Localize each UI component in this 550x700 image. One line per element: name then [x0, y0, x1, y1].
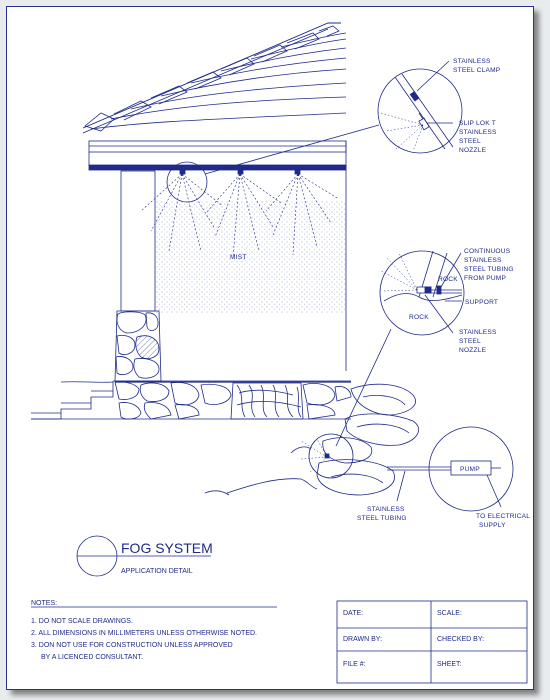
stone-foundation — [61, 382, 351, 419]
tubing-from-pump-label-3: STEEL TUBING — [464, 266, 514, 273]
tb-drawn-by: DRAWN BY: — [343, 636, 383, 643]
rock-nozzle-label-1: STAINLESS — [459, 329, 497, 336]
note-1: 1. DO NOT SCALE DRAWINGS. — [31, 618, 133, 625]
slip-nozzle-label-4: NOZZLE — [459, 147, 487, 154]
clamp-detail — [378, 61, 462, 153]
slip-nozzle-label-2: STAINLESS — [459, 129, 497, 136]
notes-heading: NOTES: — [31, 600, 58, 607]
rock-top-label: ROCK — [438, 276, 458, 283]
tubing-from-pump-label-1: CONTINUOUS — [464, 248, 511, 255]
drawing-sheet — [6, 6, 534, 690]
note-3: 3. DON NOT USE FOR CONSTRUCTION UNLESS APPROVED — [31, 642, 233, 649]
rock-nozzle-marker — [301, 434, 353, 478]
tb-date: DATE: — [343, 610, 364, 617]
note-4: BY A LICENCED CONSULTANT. — [41, 654, 143, 661]
tubing-from-pump-label-2: STAINLESS — [464, 257, 502, 264]
column — [115, 171, 161, 381]
mist-cloud — [155, 201, 345, 313]
clamp-label-2: STEEL CLAMP — [453, 67, 501, 74]
drawing-title: FOG SYSTEM — [121, 540, 213, 556]
note-2: 2. ALL DIMENSIONS IN MILLIMETERS UNLESS OTHERWISE NOTED. — [31, 630, 257, 637]
support-label: SUPPORT — [465, 299, 499, 306]
rock-nozzle-label-3: NOZZLE — [459, 347, 487, 354]
tb-file: FILE #: — [343, 661, 366, 668]
drawing-subtitle: APPLICATION DETAIL — [121, 568, 193, 575]
rock-nozzle-label-2: STEEL — [459, 338, 481, 345]
slip-nozzle-label-1: SLIP LOK T — [459, 120, 496, 127]
mist-label: MIST — [230, 254, 247, 261]
rock-bottom-label: ROCK — [409, 314, 429, 321]
slip-nozzle-label-3: STEEL — [459, 138, 481, 145]
electrical-label-1: TO ELECTRICAL — [476, 513, 531, 520]
tb-checked-by: CHECKED BY: — [437, 636, 485, 643]
pump-detail — [397, 427, 513, 511]
drawing-canvas — [7, 7, 533, 689]
clamp-label-1: STAINLESS — [453, 58, 491, 65]
ground-rocks — [205, 384, 419, 495]
tubing-from-pump-label-4: FROM PUMP — [464, 275, 507, 282]
tb-scale: SCALE: — [437, 610, 462, 617]
roof — [83, 23, 346, 133]
tubing-label-1: STAINLESS — [367, 506, 405, 513]
tubing-label-2: STEEL TUBING — [357, 515, 407, 522]
beam-nozzles — [180, 170, 300, 174]
ground-tubing — [387, 467, 451, 470]
pump-label: PUMP — [460, 466, 480, 473]
electrical-label-2: SUPPLY — [479, 522, 506, 529]
tb-sheet: SHEET: — [437, 661, 462, 668]
